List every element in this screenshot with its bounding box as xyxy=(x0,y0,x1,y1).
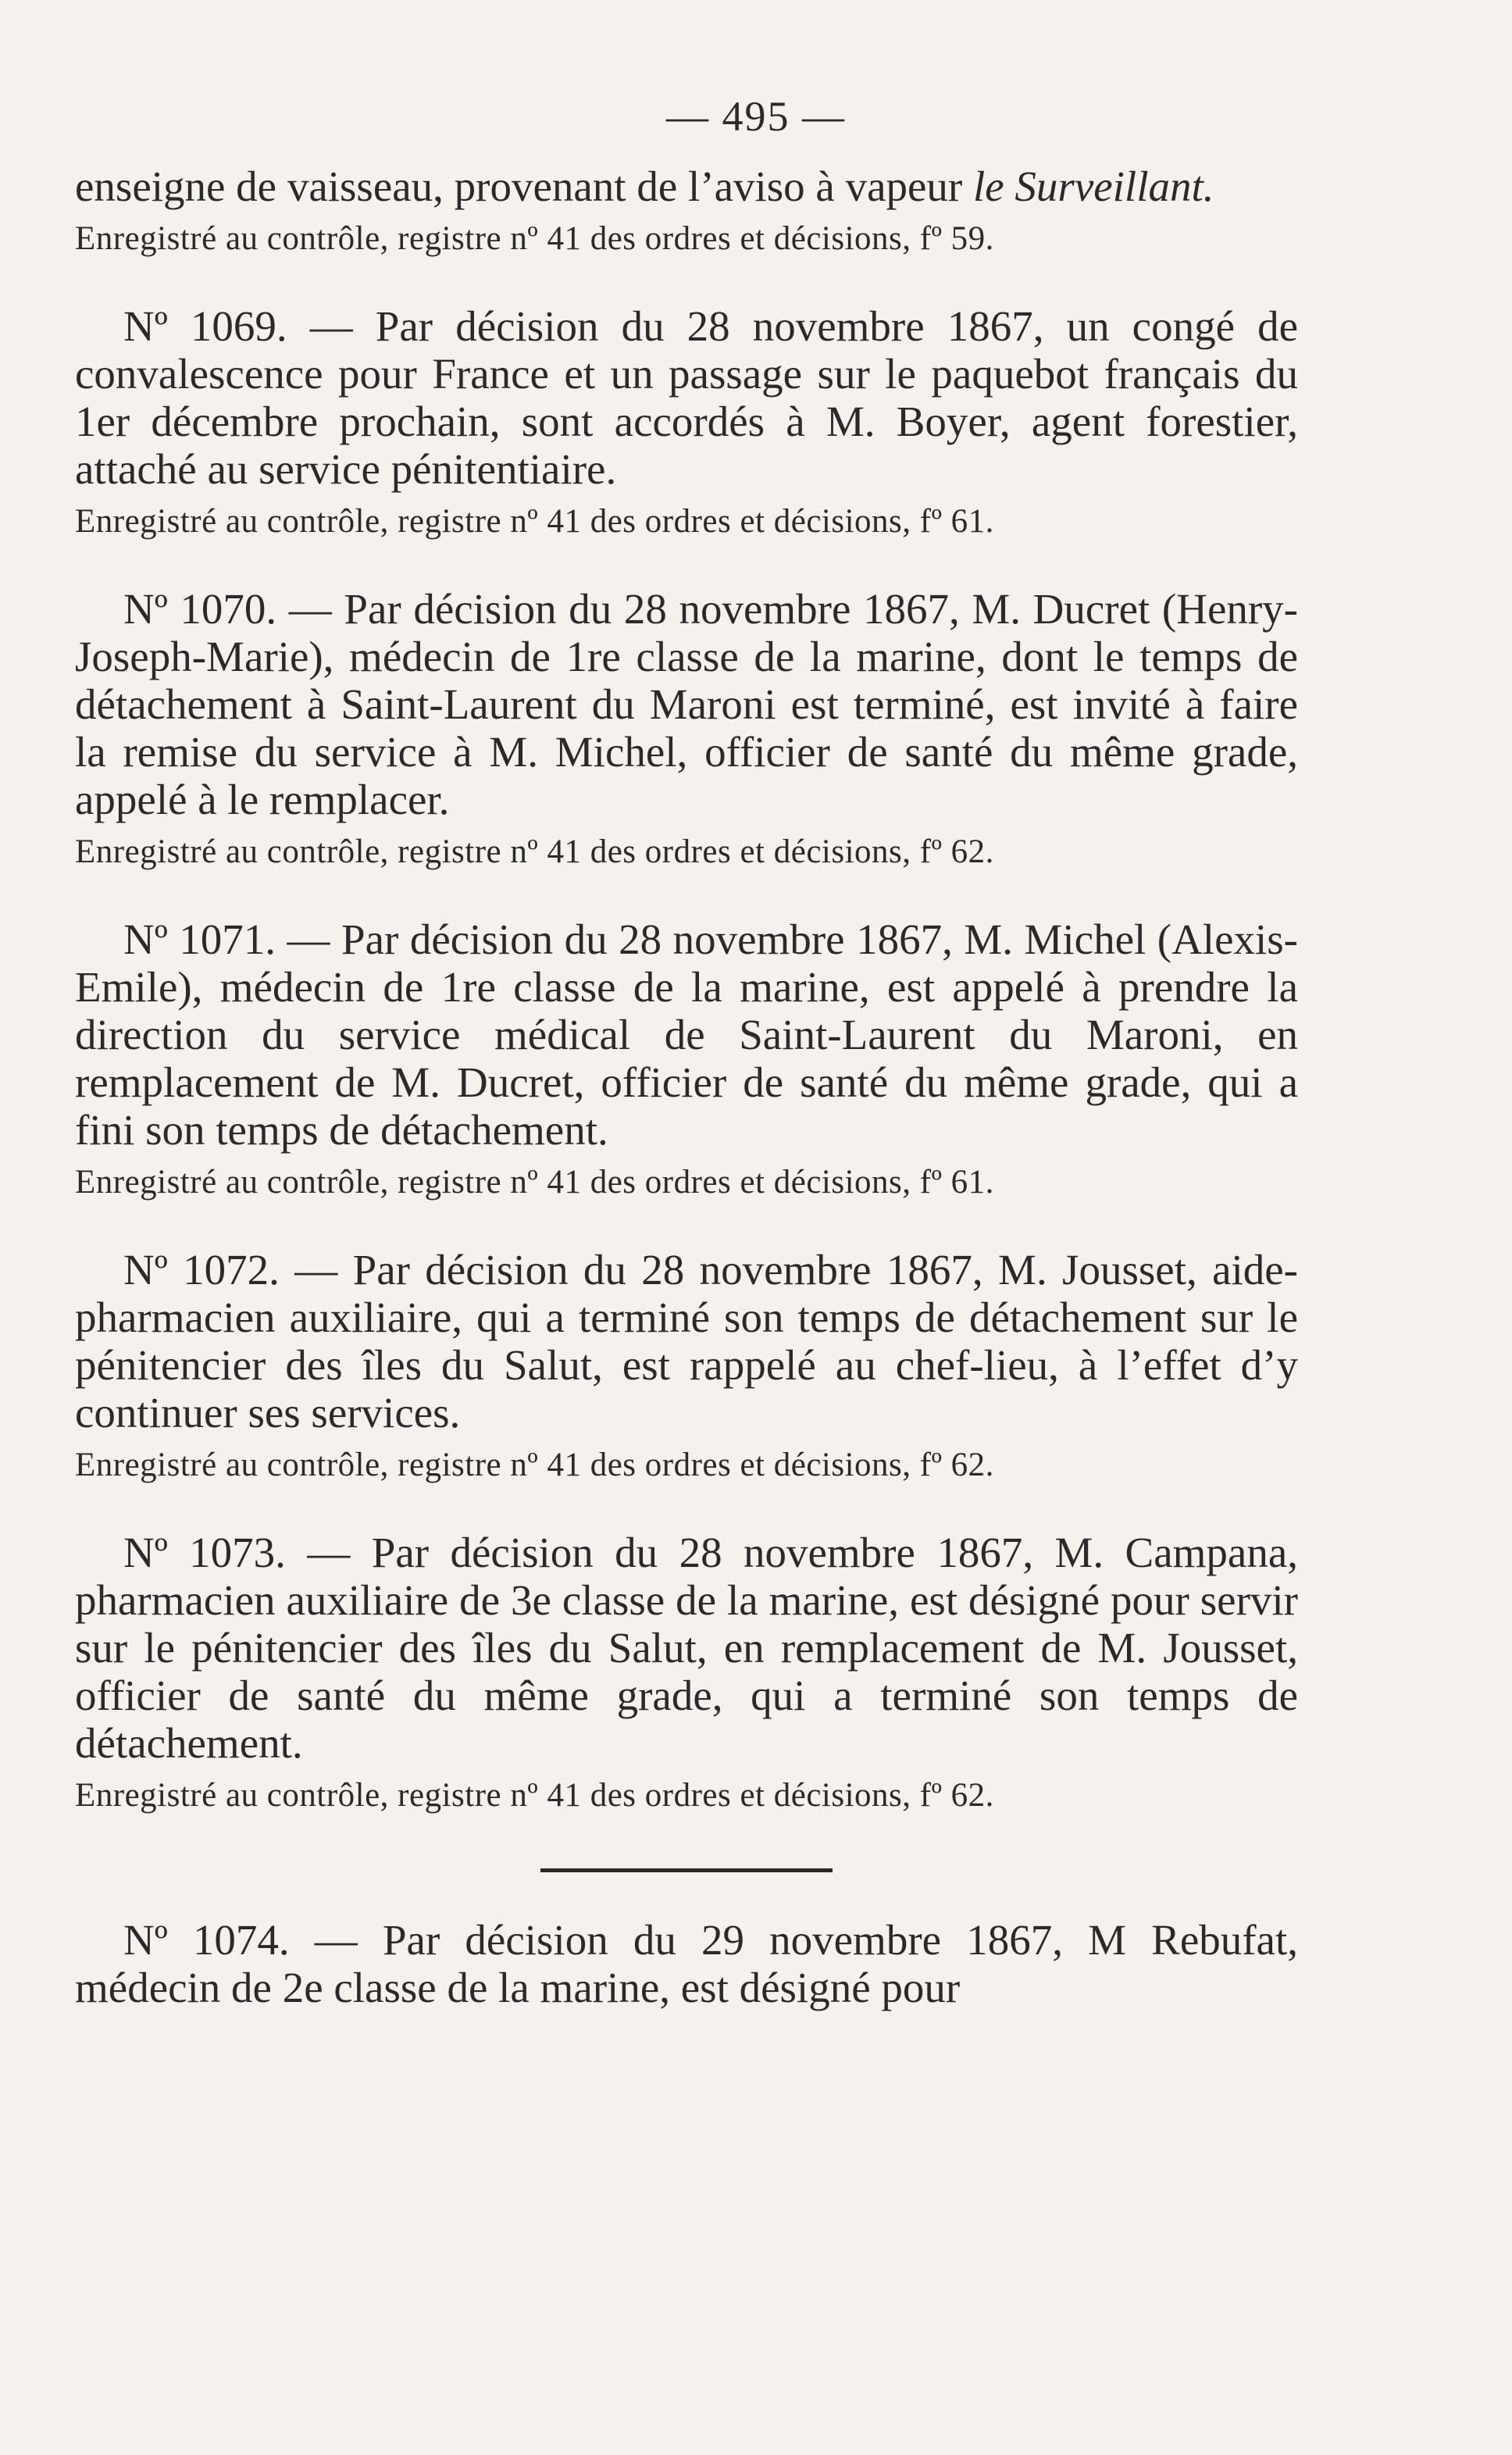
decision-text: Nº 1072. — Par décision du 28 novembre 1867, M. Jousset, aide-pharmacien auxiliaire, qui a terminé son temps de détachement sur le pénitencier des îles du Salut, est rappelé au chef-lieu, à l’effet d’y continuer ses services. xyxy=(75,1246,1298,1436)
section-divider xyxy=(540,1868,833,1872)
registration-note: Enregistré au contrôle, registre nº 41 des ordres et décisions, fº 62. xyxy=(75,1777,994,1814)
decision-entry-1073 xyxy=(75,1529,1298,1818)
decision-text: Nº 1070. — Par décision du 28 novembre 1867, M. Ducret (Henry-Joseph-Marie), médecin de 1re classe de la marine, dont le temps de détachement à Saint-Laurent du Maroni est terminé, est invité à faire la remise du service à M. Michel, officier de santé du même grade, appelé à le remplacer. xyxy=(75,585,1298,823)
page-number: — 495 — xyxy=(666,93,846,140)
decision-text: Nº 1074. — Par décision du 29 novembre 1867, M Rebufat, médecin de 2e classe de la marine, est désigné pour xyxy=(75,1916,1298,2011)
decision-entry-1070 xyxy=(75,585,1298,875)
decision-entry-1069 xyxy=(75,302,1298,544)
decision-text: Nº 1071. — Par décision du 28 novembre 1867, M. Michel (Alexis-Emile), médecin de 1re classe de la marine, est appelé à prendre la direction du service médical de Saint-Laurent du Maroni, en remplacement de M. Ducret, officier de santé du même grade, qui a fini son temps de détachement. xyxy=(75,915,1298,1154)
text-column xyxy=(75,162,1298,2011)
continuation-entry xyxy=(75,162,1298,262)
continuation-text: enseigne de vaisseau, provenant de l’aviso à vapeur le Surveillant. xyxy=(75,162,1214,210)
registration-note: Enregistré au contrôle, registre nº 41 des ordres et décisions, fº 62. xyxy=(75,833,994,870)
ship-name: le Surveillant. xyxy=(972,162,1214,210)
registration-note: Enregistré au contrôle, registre nº 41 des ordres et décisions, fº 61. xyxy=(75,1164,994,1201)
decision-text: Nº 1069. — Par décision du 28 novembre 1867, un congé de convalescence pour France et un passage sur le paquebot français du 1er décembre prochain, sont accordés à M. Boyer, agent forestier, attaché au service pénitentiaire. xyxy=(75,302,1298,493)
registration-note: Enregistré au contrôle, registre nº 41 des ordres et décisions, fº 62. xyxy=(75,1447,994,1483)
registration-note: Enregistré au contrôle, registre nº 41 des ordres et décisions, fº 61. xyxy=(75,503,994,540)
decision-entry-1072 xyxy=(75,1246,1298,1488)
decision-entry-1071 xyxy=(75,915,1298,1205)
registration-note: Enregistré au contrôle, registre nº 41 des ordres et décisions, fº 59. xyxy=(75,220,994,257)
decision-text: Nº 1073. — Par décision du 28 novembre 1867, M. Campana, pharmacien auxiliaire de 3e classe de la marine, est désigné pour servir sur le pénitencier des îles du Salut, en remplacement de M. Jousset, officier de santé du même grade, qui a terminé son temps de détachement. xyxy=(75,1529,1298,1767)
decision-entry-1074 xyxy=(75,1916,1298,2011)
